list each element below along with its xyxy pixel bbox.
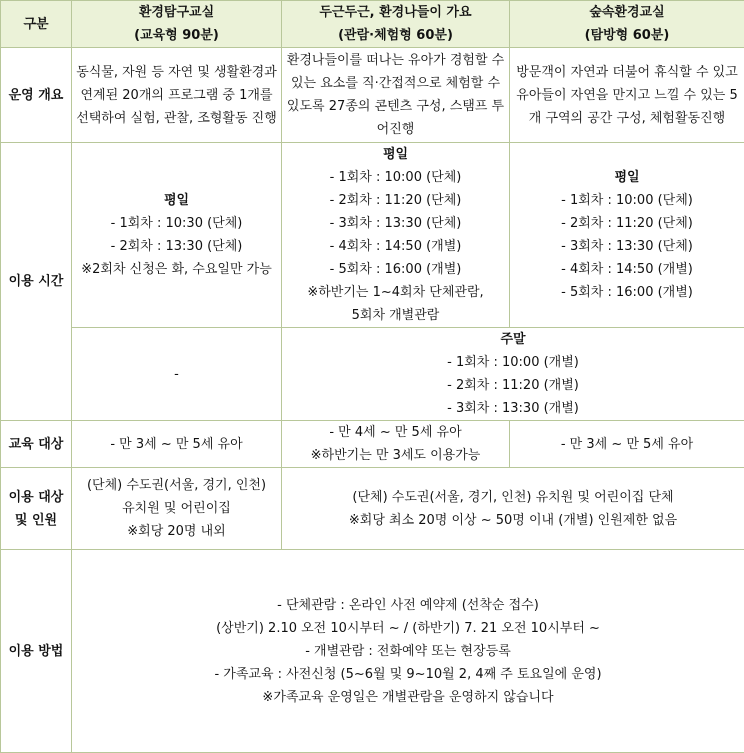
weekday-title: 평일 (512, 166, 742, 189)
header-col1-type: (교육형 90분) (74, 24, 279, 47)
overview-col1: 동식물, 자원 등 자연 및 생활환경과 연계된 20개의 프로그램 중 1개를 선택하여 실험, 관찰, 조형활동 진행 (72, 48, 282, 143)
header-col-env-inquiry (72, 1, 282, 48)
target-col2: - 만 4세 ~ 만 5세 유아 ※하반기는 만 3세도 이용가능 (282, 421, 510, 468)
method-content: - 단체관람 : 온라인 사전 예약제 (선착순 접수) (상반기) 2.10 오전 10시부터 ~ / (하반기) 7. 21 오전 10시부터 ~ - 개별관람 : 전화예약 또는 현장등록 - 가족교육 : 사전신청 (5~6월 및 9~10월 2, 4째 주 토요일에 운영) ※가족교육 운영일은 개별관람을 운영하지 않습니다 (72, 550, 744, 753)
header-col-forest (510, 1, 744, 48)
hours-weekend: 주말 - 1회차 : 10:00 (개별) - 2회차 : 11:20 (개별) - 3회차 : 13:30 (개별) (282, 328, 744, 421)
hours-weekday-row (1, 143, 744, 328)
header-col2-type: (관람·체험형 60분) (284, 24, 507, 47)
capacity-col1: (단체) 수도권(서울, 경기, 인천) 유치원 및 어린이집 ※회당 20명 내외 (72, 468, 282, 550)
capacity-col23: (단체) 수도권(서울, 경기, 인천) 유치원 및 어린이집 단체 ※회당 최소 20명 이상 ~ 50명 이내 (개별) 인원제한 없음 (282, 468, 744, 550)
overview-row (1, 48, 744, 143)
header-col-env-outing (282, 1, 510, 48)
header-col3-type: (탐방형 60분) (512, 24, 742, 47)
hours-col1: 평일 - 1회차 : 10:30 (단체) - 2회차 : 13:30 (단체) ※2회차 신청은 화, 수요일만 가능 (72, 143, 282, 328)
capacity-row (1, 468, 744, 550)
target-row (1, 421, 744, 468)
weekday-title: 평일 (74, 189, 279, 212)
hours-col3: 평일 - 1회차 : 10:00 (단체) - 2회차 : 11:20 (단체) - 3회차 : 13:30 (단체) - 4회차 : 14:50 (개별) - 5회차 : 16:00 (개별) (510, 143, 744, 328)
overview-col2: 환경나들이를 떠나는 유아가 경험할 수 있는 요소를 직·간접적으로 체험할 수 있도록 27종의 콘텐츠 구성, 스탬프 투어진행 (282, 48, 510, 143)
header-col1-name: 환경탐구교실 (74, 1, 279, 24)
overview-col3: 방문객이 자연과 더불어 휴식할 수 있고 유아들이 자연을 만지고 느낄 수 있는 5개 구역의 공간 구성, 체험활동진행 (510, 48, 744, 143)
overview-label: 운영 개요 (1, 48, 72, 143)
hours-label: 이용 시간 (1, 143, 72, 421)
target-col3: - 만 3세 ~ 만 5세 유아 (510, 421, 744, 468)
target-label: 교육 대상 (1, 421, 72, 468)
target-col1: - 만 3세 ~ 만 5세 유아 (72, 421, 282, 468)
method-label: 이용 방법 (1, 550, 72, 753)
hours-col2: 평일 - 1회차 : 10:00 (단체) - 2회차 : 11:20 (단체) - 3회차 : 13:30 (단체) - 4회차 : 14:50 (개별) - 5회차 : 16:00 (개별) ※하반기는 1~4회차 단체관람, 5회차 개별관람 (282, 143, 510, 328)
hours-weekend-col1: - (72, 328, 282, 421)
header-col2-name: 두근두근, 환경나들이 가요 (284, 1, 507, 24)
capacity-label: 이용 대상 및 인원 (1, 468, 72, 550)
header-category: 구분 (1, 1, 72, 48)
hours-weekend-row (1, 328, 744, 421)
weekend-title: 주말 (284, 328, 742, 351)
header-col3-name: 숲속환경교실 (512, 1, 742, 24)
header-row (1, 1, 744, 48)
weekday-title: 평일 (284, 143, 507, 166)
method-row (1, 550, 744, 753)
